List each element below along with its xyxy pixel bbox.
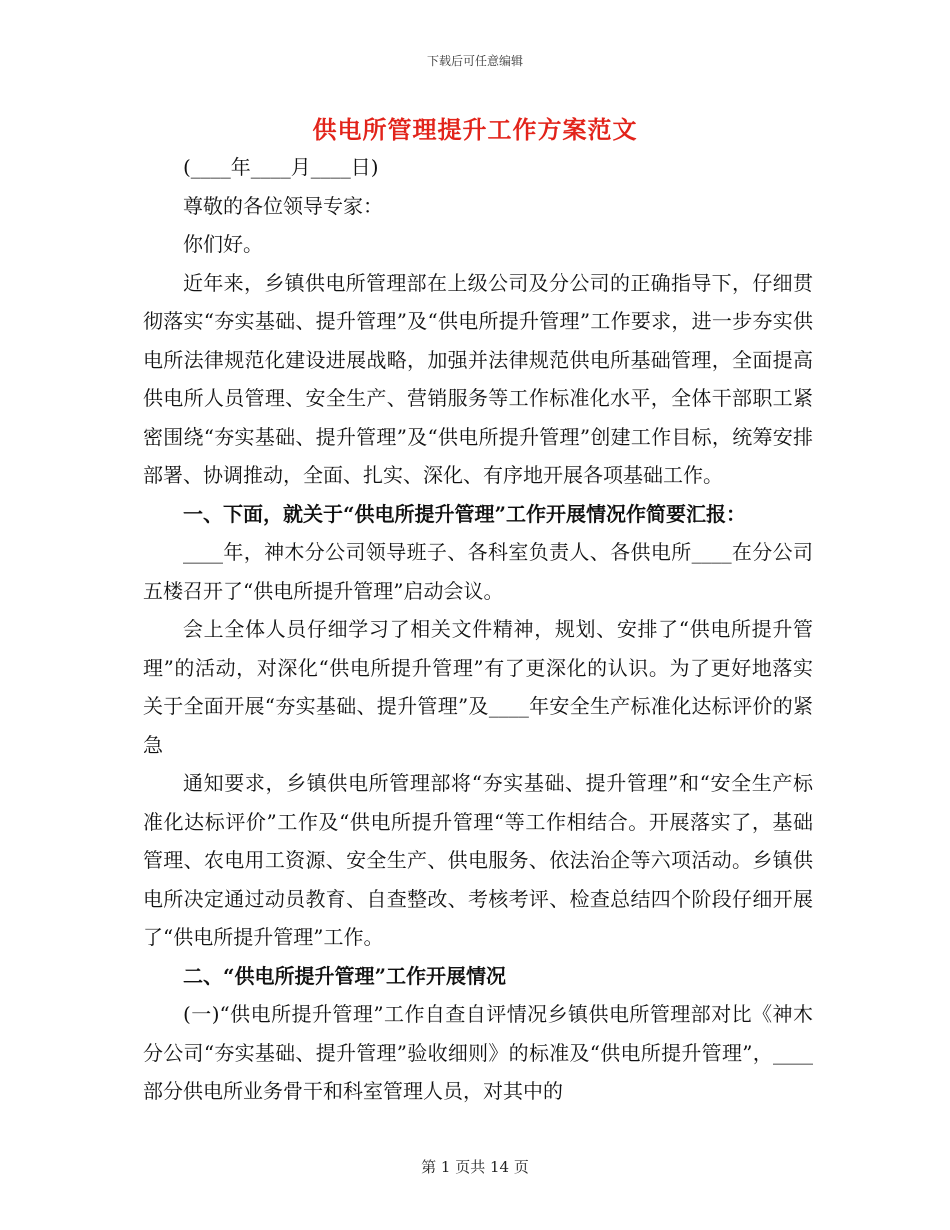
body-paragraph: 近年来，乡镇供电所管理部在上级公司及分公司的正确指导下，仔细贯彻落实“夯实基础、提升管理”及“供电所提升管理”工作要求，进一步夯实供电所法律规范化建设进展战略，加强并法律规范供电所基础管理，全面提高供电所人员管理、安全生产、营销服务等工作标准化水平，全体干部职工紧密围绕“夯实基础、提升管理”及“供电所提升管理”创建工作目标，统筹安排部署、协调推动，全面、扎实、深化、有序地开展各项基础工作。 [143,270,813,487]
date-line: (____年____月____日) [183,155,379,179]
body-paragraph: (一)“供电所提升管理”工作自查自评情况乡镇供电所管理部对比《神木分公司“夯实基础、提升管理”验收细则》的标准及“供电所提升管理”，____部分供电所业务骨干和科室管理人员，对其中的 [143,1002,813,1103]
document-body [143,148,813,1111]
body-paragraph: 通知要求，乡镇供电所管理部将“夯实基础、提升管理”和“安全生产标准化达标评价”工作及“供电所提升管理“等工作相结合。开展落实了，基础管理、农电用工资源、安全生产、供电服务、依法治企等六项活动。乡镇供电所决定通过动员教育、自查整改、考核考评、检查总结四个阶段仔细开展了“供电所提升管理”工作。 [143,771,813,949]
salutation: 尊敬的各位领导专家： [183,193,383,218]
body-paragraph: 会上全体人员仔细学习了相关文件精神，规划、安排了“供电所提升管理”的活动，对深化“供电所提升管理”有了更深化的认识。为了更好地落实关于全面开展“夯实基础、提升管理”及____年安全生产标准化达标评价的紧急 [143,617,813,757]
page-number-footer: 第 1 页共 14 页 [421,1158,529,1176]
section-heading-1: 一、下面，就关于“供电所提升管理”工作开展情况作简要汇报： [183,501,747,526]
greeting: 你们好。 [183,232,263,256]
page-header-note: 下载后可任意编辑 [426,54,523,68]
document-title: 供电所管理提升工作方案范文 [312,115,638,144]
body-paragraph: ____年，神木分公司领导班子、各科室负责人、各供电所____在分公司五楼召开了“供电所提升管理”启动会议。 [143,540,813,603]
section-heading-2: 二、“供电所提升管理”工作开展情况 [183,963,507,988]
